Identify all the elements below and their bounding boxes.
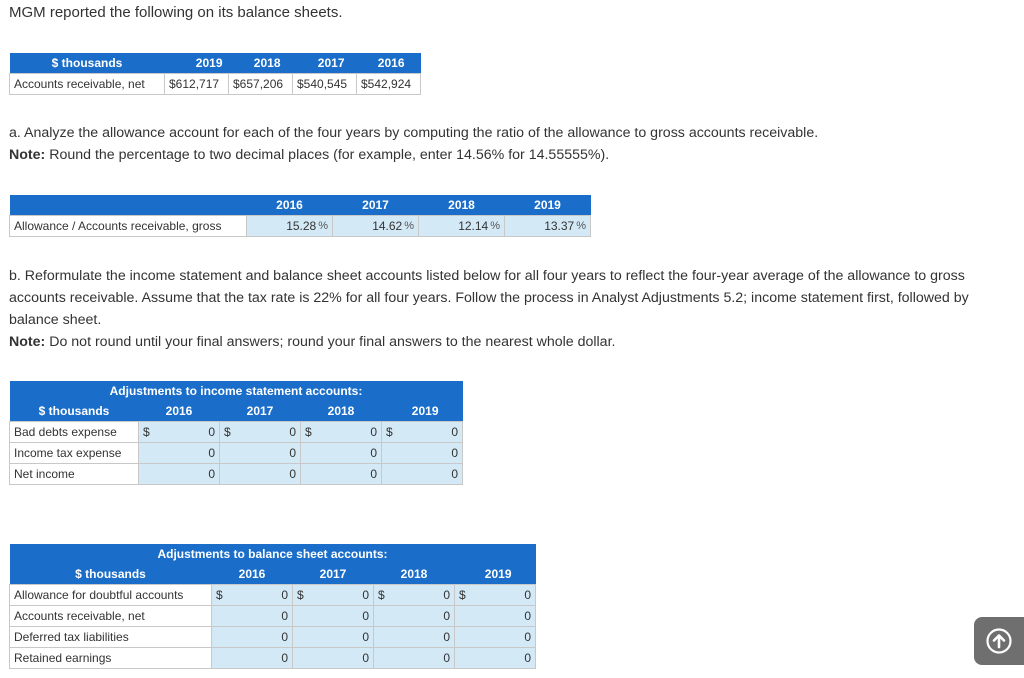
col-header: 2019 (505, 195, 591, 215)
adjustment-input[interactable] (387, 588, 450, 602)
adjustment-input[interactable] (386, 446, 458, 460)
currency-symbol: $ (297, 587, 304, 602)
value-cell (212, 605, 293, 626)
value-cell (139, 463, 220, 484)
col-header: 2017 (293, 53, 357, 73)
value-2019: $612,717 (165, 73, 229, 94)
col-header: 2018 (419, 195, 505, 215)
value-2016: $542,924 (357, 73, 421, 94)
ratio-input-2019[interactable] (509, 219, 574, 233)
income-adjustments-table (9, 381, 463, 485)
ratio-input-2016[interactable] (251, 219, 316, 233)
value-cell (220, 463, 301, 484)
value-cell (374, 584, 455, 605)
value-2017: $540,545 (293, 73, 357, 94)
row-label: Allowance / Accounts receivable, gross (10, 215, 247, 236)
col-header: 2019 (165, 53, 229, 73)
ratio-input-2018[interactable] (423, 219, 488, 233)
table-row (10, 442, 463, 463)
adjustment-input[interactable] (314, 425, 377, 439)
ratio-cell-2016: 15.28 % (247, 215, 333, 236)
adjustment-input[interactable] (224, 467, 296, 481)
adjustment-input[interactable] (459, 630, 531, 644)
adjustment-input[interactable] (305, 467, 377, 481)
row-label: Deferred tax liabilities (10, 626, 212, 647)
adjustment-input[interactable] (306, 588, 369, 602)
adjustment-input[interactable] (143, 446, 215, 460)
currency-symbol: $ (378, 587, 385, 602)
table-row (10, 605, 536, 626)
currency-symbol: $ (143, 424, 150, 439)
value-cell (455, 626, 536, 647)
value-cell (139, 421, 220, 442)
adjustment-input[interactable] (143, 467, 215, 481)
value-cell (382, 421, 463, 442)
currency-symbol: $ (216, 587, 223, 602)
adjustment-input[interactable] (378, 651, 450, 665)
value-cell (293, 605, 374, 626)
value-cell (374, 605, 455, 626)
adjustment-input[interactable] (468, 588, 531, 602)
value-cell (220, 442, 301, 463)
col-header: 2019 (382, 401, 463, 421)
value-cell (382, 463, 463, 484)
value-cell (374, 626, 455, 647)
value-cell (455, 647, 536, 668)
adjustment-input[interactable] (378, 630, 450, 644)
value-cell (455, 584, 536, 605)
row-label: Bad debts expense (10, 421, 139, 442)
row-label: Accounts receivable, net (10, 73, 165, 94)
value-cell (139, 442, 220, 463)
income-table-body (10, 421, 463, 484)
col-header: 2016 (212, 564, 293, 584)
value-cell (220, 421, 301, 442)
row-label: Net income (10, 463, 139, 484)
value-cell (301, 421, 382, 442)
value-cell (212, 584, 293, 605)
adjustment-input[interactable] (216, 630, 288, 644)
col-header: 2016 (139, 401, 220, 421)
col-header: 2018 (374, 564, 455, 584)
ratio-table (9, 195, 591, 237)
adjustment-input[interactable] (152, 425, 215, 439)
adjustment-input[interactable] (216, 609, 288, 623)
col-header: 2017 (333, 195, 419, 215)
currency-symbol: $ (305, 424, 312, 439)
value-cell (293, 626, 374, 647)
row-label: Income tax expense (10, 442, 139, 463)
adjustment-input[interactable] (395, 425, 458, 439)
ratio-cell-2018: 12.14 % (419, 215, 505, 236)
row-label: Accounts receivable, net (10, 605, 212, 626)
value-cell (301, 463, 382, 484)
intro-text: MGM reported the following on its balance sheets. (9, 4, 343, 21)
value-2018: $657,206 (229, 73, 293, 94)
col-header: 2016 (357, 53, 421, 73)
ratio-cell-2017: 14.62 % (333, 215, 419, 236)
value-cell (374, 647, 455, 668)
row-label: Allowance for doubtful accounts (10, 584, 212, 605)
value-cell (212, 626, 293, 647)
col-header: 2018 (229, 53, 293, 73)
adjustment-input[interactable] (297, 651, 369, 665)
value-cell (455, 605, 536, 626)
adjustment-input[interactable] (225, 588, 288, 602)
value-cell (293, 647, 374, 668)
currency-symbol: $ (224, 424, 231, 439)
table-row (10, 463, 463, 484)
table-row (10, 584, 536, 605)
col-header: $ thousands (10, 401, 139, 421)
adjustment-input[interactable] (224, 446, 296, 460)
row-label: Retained earnings (10, 647, 212, 668)
adjustment-input[interactable] (233, 425, 296, 439)
balance-table-body (10, 584, 536, 668)
part-b-instructions: b. Reformulate the income statement and balance sheet accounts listed below for all four years to reflect the four-year average of the allowance to gross accounts receivable. Assume that the tax rate is 22% for all four years. Follow the process in Analyst Adjustments 5.2; income statement first, followed by balance sheet. Note: Do not round until your final answers; round your final answers to the nearest whole dollar. (9, 268, 969, 350)
adjustment-input[interactable] (297, 609, 369, 623)
table-row (10, 647, 536, 668)
ratio-input-2017[interactable] (337, 219, 402, 233)
col-header: 2019 (455, 564, 536, 584)
adjustment-input[interactable] (378, 609, 450, 623)
part-a-instructions: a. Analyze the allowance account for each of the four years by computing the ratio of the allowance to gross accounts receivable. Note: Round the percentage to two decimal places (for example, enter 14.56% for 14.55555%). (9, 125, 819, 163)
adjustment-input[interactable] (305, 446, 377, 460)
balance-table-title: Adjustments to balance sheet accounts: (10, 544, 536, 564)
col-header: 2016 (247, 195, 333, 215)
balance-adjustments-table (9, 544, 536, 669)
adjustment-input[interactable] (459, 651, 531, 665)
table-row (10, 421, 463, 442)
col-header: $ thousands (10, 564, 212, 584)
income-table-title: Adjustments to income statement accounts: (10, 381, 463, 401)
col-header: 2017 (220, 401, 301, 421)
col-header: 2017 (293, 564, 374, 584)
adjustment-input[interactable] (386, 467, 458, 481)
value-cell (293, 584, 374, 605)
currency-symbol: $ (459, 587, 466, 602)
scroll-to-top-button[interactable] (974, 617, 1024, 665)
col-header: 2018 (301, 401, 382, 421)
adjustment-input[interactable] (297, 630, 369, 644)
table-row (10, 626, 536, 647)
given-data-table (9, 53, 421, 95)
adjustment-input[interactable] (216, 651, 288, 665)
value-cell (301, 442, 382, 463)
ratio-cell-2019: 13.37 % (505, 215, 591, 236)
arrow-up-circle-icon (986, 628, 1012, 654)
col-header: $ thousands (10, 53, 165, 73)
adjustment-input[interactable] (459, 609, 531, 623)
value-cell (212, 647, 293, 668)
value-cell (382, 442, 463, 463)
currency-symbol: $ (386, 424, 393, 439)
